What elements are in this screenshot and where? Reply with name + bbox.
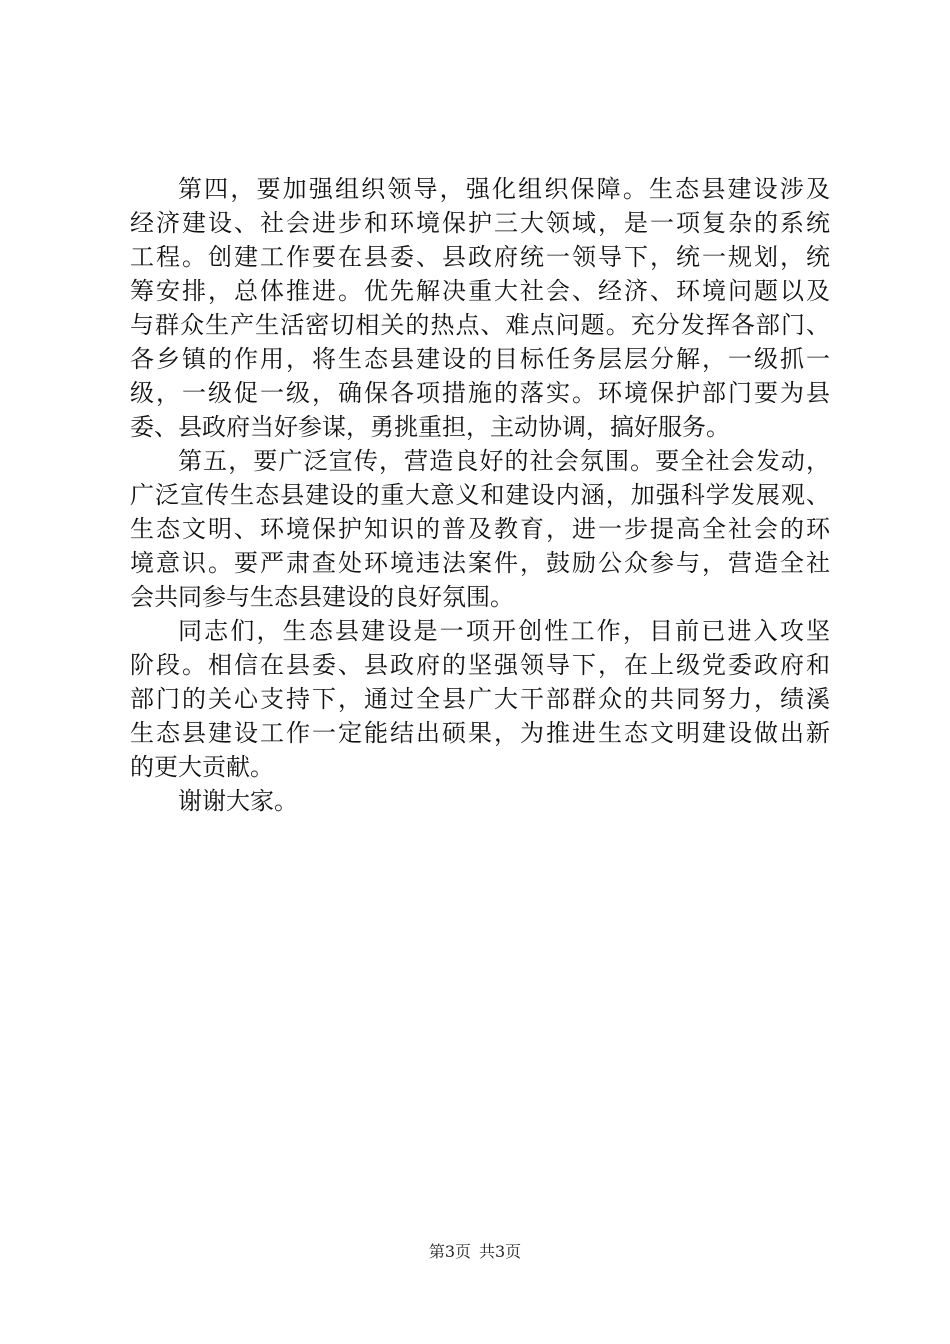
text-line: 第四，要加强组织领导，强化组织保障。生态县建设涉及 [178,175,830,203]
text-line: 谢谢大家。 [178,787,298,815]
text-line: 第五，要广泛宣传，营造良好的社会氛围。要全社会发动， [178,447,830,475]
page-total: 共3页 [479,1242,522,1261]
page-footer [0,1242,950,1262]
text-line: 工程。创建工作要在县委、县政府统一领导下，统一规划，统 [130,243,830,271]
body-text [130,172,830,818]
text-line: 会共同参与生态县建设的良好氛围。 [130,583,514,611]
text-line: 阶段。相信在县委、县政府的坚强领导下，在上级党委政府和 [130,651,830,679]
text-line: 同志们，生态县建设是一项开创性工作，目前已进入攻坚 [178,617,830,645]
paragraph-closing [130,614,830,784]
text-line: 部门的关心支持下，通过全县广大干部群众的共同努力，绩溪 [130,685,830,713]
text-line: 广泛宣传生态县建设的重大意义和建设内涵，加强科学发展观、 [130,481,830,509]
text-line: 委、县政府当好参谋，勇挑重担，主动协调，搞好服务。 [130,413,730,441]
text-line: 筹安排，总体推进。优先解决重大社会、经济、环境问题以及 [130,277,830,305]
text-line: 级，一级促一级，确保各项措施的落实。环境保护部门要为县 [130,379,830,407]
text-line: 生态文明、环境保护知识的普及教育，进一步提高全社会的环 [130,515,830,543]
text-line: 与群众生产生活密切相关的热点、难点问题。充分发挥各部门、 [130,311,830,339]
paragraph-4 [130,172,830,444]
text-line: 各乡镇的作用，将生态县建设的目标任务层层分解，一级抓一 [130,345,830,373]
text-line: 经济建设、社会进步和环境保护三大领域，是一项复杂的系统 [130,209,830,237]
paragraph-thanks [130,784,830,818]
text-line: 生态县建设工作一定能结出硕果，为推进生态文明建设做出新 [130,719,830,747]
text-line: 的更大贡献。 [130,753,274,781]
paragraph-5 [130,444,830,614]
page-number: 第3页 [428,1242,471,1261]
text-line: 境意识。要严肃查处环境违法案件，鼓励公众参与，营造全社 [130,549,830,577]
